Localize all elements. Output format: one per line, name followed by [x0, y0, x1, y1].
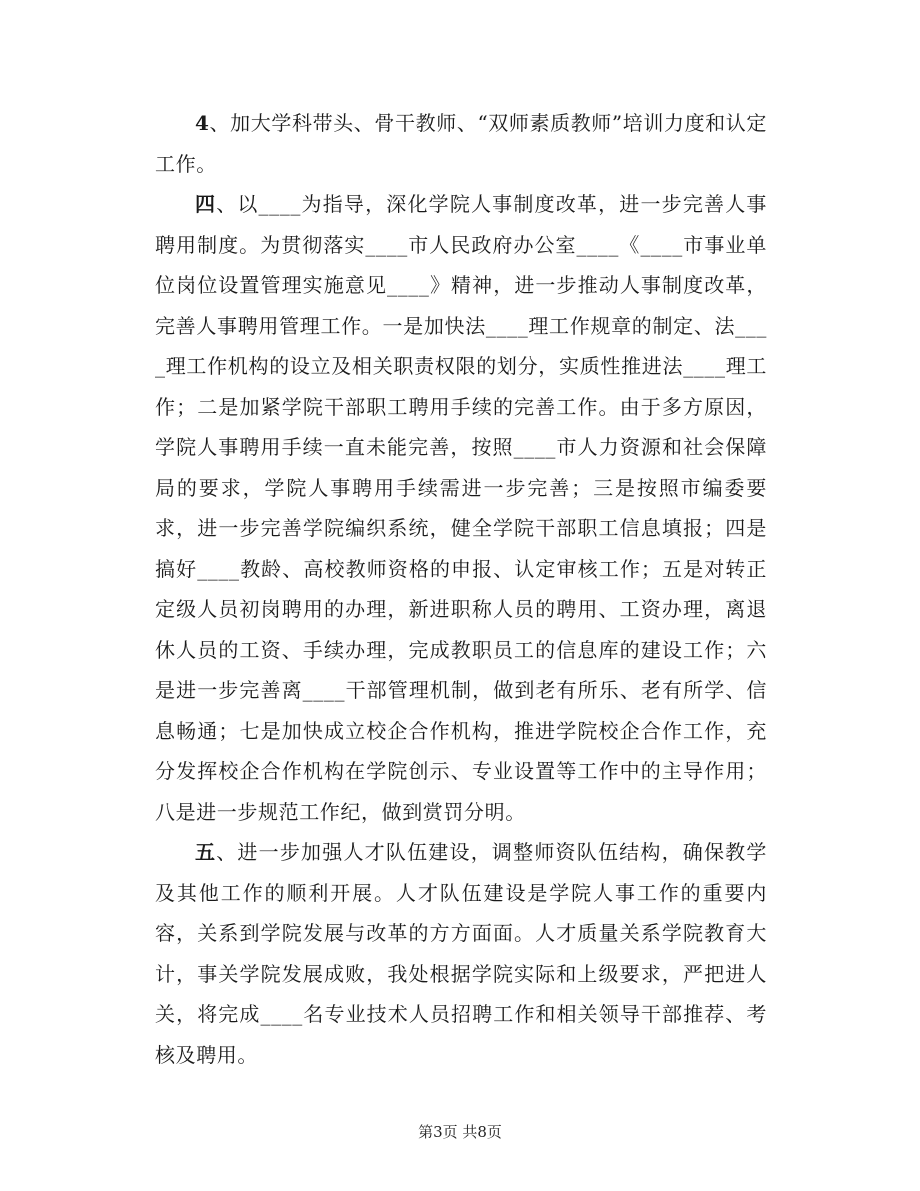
document-body — [155, 103, 767, 1075]
paragraph-text: 、以____为指导，深化学院人事制度改革，进一步完善人事聘用制度。为贯彻落实____市人民政府办公室____《____市事业单位岗位设置管理实施意见____》精神，进一步推动人事制度改革，完善人事聘用管理工作。一是加快法____理工作规章的制定、法____理工作机构的设立及相关职责权限的划分，实质性推进法____理工作；二是加紧学院干部职工聘用手续的完善工作。由于多方原因，学院人事聘用手续一直未能完善，按照____市人力资源和社会保障局的要求，学院人事聘用手续需进一步完善；三是按照市编委要求，进一步完善学院编织系统，健全学院干部职工信息填报；四是搞好____教龄、高校教师资格的申报、认定审核工作；五是对转正定级人员初岗聘用的办理，新进职称人员的聘用、工资办理，离退休人员的工资、手续办理，完成教职员工的信息库的建设工作；六是进一步完善离____干部管理机制，做到老有所乐、老有所学、信息畅通；七是加快成立校企合作机构，推进学院校企合作工作，充分发挥校企合作机构在学院创示、专业设置等工作中的主导作用；八是进一步规范工作纪，做到赏罚分明。 — [155, 192, 767, 824]
paragraph-training — [155, 103, 767, 184]
paragraph-personnel-reform — [155, 184, 767, 832]
paragraph-number: 五 — [195, 840, 217, 864]
paragraph-talent-team — [155, 832, 767, 1075]
paragraph-number: 四 — [195, 192, 217, 216]
paragraph-text: 、进一步加强人才队伍建设，调整师资队伍结构，确保教学及其他工作的顺利开展。人才队伍建设是学院人事工作的重要内容，关系到学院发展与改革的方方面面。人才质量关系学院教育大计，事关学院发展成败，我处根据学院实际和上级要求，严把进人关，将完成____名专业技术人员招聘工作和相关领导干部推荐、考核及聘用。 — [155, 840, 767, 1067]
paragraph-number: 4 — [195, 111, 210, 135]
paragraph-text: 、加大学科带头、骨干教师、“双师素质教师”培训力度和认定工作。 — [155, 111, 767, 176]
page-number-footer: 第3页 共8页 — [418, 1123, 502, 1141]
